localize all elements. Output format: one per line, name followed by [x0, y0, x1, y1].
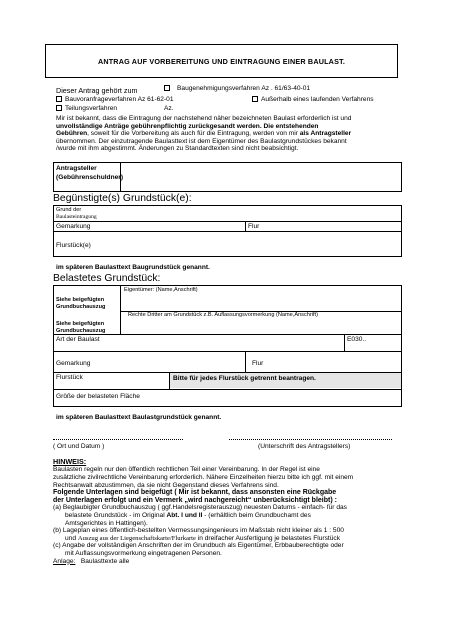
page-title: ANTRAG AUF VORBEREITUNG UND EINTRAGUNG EINER BAULAST.	[97, 57, 346, 66]
burdened-note: im späteren Baulasttext Baulastgrundstück genannt.	[56, 414, 222, 421]
hint-a2-bold: Abt. I und II	[166, 511, 203, 519]
burdened-gemarkung-label: Gemarkung	[56, 360, 91, 367]
intro-line-3-bold2: als Antragsteller	[299, 130, 352, 138]
flurstueck-label: Flurstück(e)	[56, 242, 91, 249]
intro-line-1: Mir ist bekannt, dass die Eintragung der nachstehend näher bezeichneten Baulast erforderlich ist und	[56, 115, 352, 122]
signature-line[interactable]	[229, 439, 392, 440]
baulast-code: E030..	[347, 336, 367, 343]
flur-label: Flur	[248, 223, 260, 230]
code-divider	[344, 334, 345, 351]
hint-b1: (b) Lageplan eines öffentlich-bestellten Vermessungsingenieurs im Maßstab nicht kleiner als 1 : 500	[53, 527, 344, 535]
attachment-line	[53, 558, 405, 566]
belongs-section	[56, 85, 406, 115]
option-building-permit-label: Baugenehmigungsverfahren Az . 61/63-40-01	[177, 85, 311, 92]
option-division-label: Teilungsverfahren	[65, 105, 118, 112]
intro-line-2-bold: unvollständige Anträge gebührenpflichtig zurückgesandt werden.	[56, 122, 262, 130]
hint-p1: Baulasten regeln nur den öffentlich rechtlichen Teil einer Vereinbarung. In der Regel ist eine	[53, 466, 320, 474]
place-date-label: ( Ort und Datum )	[53, 443, 105, 450]
intro-line-2	[56, 123, 401, 131]
burdened-flurstueck-label: Flurstück	[56, 374, 83, 381]
hint-p2: zusätzliche zivilrechtliche Vereinbarung erforderlich. Nähere Einzelheiten hierzu bitte ich ggf. mit einem	[53, 474, 354, 481]
option-preliminary[interactable]	[56, 96, 174, 104]
hint-bold-1: Folgende Unterlagen sind beigefügt ( Mir ist bekannt, dass ansonsten eine Rückgabe	[53, 489, 337, 497]
option-outside-procedure-label: Außerhalb eines laufenden Verfahrens	[261, 96, 374, 103]
signature-label: (Unterschrift des Antragstellers)	[258, 443, 351, 450]
checkbox-division[interactable]	[56, 105, 62, 111]
beneficiary-flur-divider	[245, 221, 246, 231]
intro-line-2-rest: Die entstehenden	[261, 122, 319, 130]
intro-line-3-bold: Gebühren	[56, 130, 88, 138]
beneficiary-line-2	[54, 231, 401, 232]
hint-b2	[53, 535, 405, 543]
area-label: Größe der belasteten Fläche	[56, 393, 140, 400]
attach-1b: Grundbuchauszug	[56, 304, 106, 310]
attachment-label: Anlage:	[53, 557, 76, 565]
beneficiary-line-1	[54, 221, 401, 222]
hint-a1: (a) Beglaubigter Grundbuchauszug ( ggf.Handelsregisterauszug) neuesten Datums - einfach- für das	[53, 504, 347, 512]
gemarkung-label: Gemarkung	[56, 223, 91, 230]
hint-a2-rest: - (erhältlich beim Grundbuchamt des	[202, 511, 311, 519]
place-date-line[interactable]	[53, 439, 183, 440]
burdened-flur-divider	[245, 351, 246, 372]
option-preliminary-label: Bauvoranfrageverfahren Az 61-62-01	[65, 96, 174, 103]
beneficiary-title: Begünstigte(s) Grundstück(e):	[53, 193, 192, 204]
attach-2b: Grundbuchauszug	[56, 328, 106, 334]
intro-line-5: /wurde mit ihm abgestimmt. Änderungen zu Standardtexten sind nicht beabsichtigt.	[56, 145, 299, 153]
hint-p3: Rechtsanwalt abzustimmen, da sie nicht Gegenstand dieses Verfahrens sind.	[53, 481, 279, 489]
intro-line-3	[56, 130, 401, 138]
burdened-title: Belastetes Grundstück:	[53, 273, 161, 284]
hint-title: HINWEIS:	[53, 457, 87, 466]
hint-section	[53, 458, 405, 565]
hint-bold-2: der Unterlagen erfolgt und ein Vermerk „wird nachgereicht“ unberücksichtigt bleibt) :	[53, 496, 337, 504]
burdened-flur-label: Flur	[252, 360, 264, 367]
owner-divider	[120, 286, 121, 334]
attachment-text: Baulasttexte alle	[75, 557, 130, 565]
applicant-label: Antragsteller	[56, 165, 97, 172]
belongs-label: Dieser Antrag gehört zum	[56, 86, 138, 95]
owner-label: Eigentümer: (Name,Anschrift)	[124, 287, 198, 293]
burdened-table	[53, 285, 402, 407]
checkbox-preliminary[interactable]	[56, 96, 62, 102]
beneficiary-table	[53, 205, 402, 257]
third-label: Rechte Dritter am Grundstück z.B. Auflassungsvormerkung (Name,Anschrift)	[128, 312, 318, 318]
hint-a2-text: belastete Grundstück - im Original	[65, 511, 167, 519]
hint-b2-rest: in dreifacher Ausfertigung je belastetes Flurstück	[195, 534, 340, 542]
hint-a2	[53, 512, 405, 520]
separate-note: Bitte für jedes Flurstück getrennt beantragen.	[173, 375, 316, 382]
hint-b2-a: und	[65, 534, 78, 542]
option-division[interactable]	[56, 105, 117, 113]
burdened-line-1	[54, 334, 401, 335]
reason-label-b: Baulasteintragung	[56, 214, 97, 220]
baulast-type-label: Art der Baulast	[56, 336, 100, 343]
option-outside-procedure[interactable]	[252, 96, 374, 104]
hint-b2-serif: Auszug aus der Liegenschaftskarte/Flurkarte	[77, 534, 196, 542]
applicant-sublabel: (Gebührenschuldner)	[56, 174, 124, 181]
header-box	[45, 44, 398, 78]
beneficiary-note: im späteren Baulasttext Baugrundstück genannt.	[56, 264, 210, 271]
applicant-box[interactable]	[53, 162, 402, 192]
option-building-permit[interactable]	[164, 85, 310, 93]
intro-line-3-rest: , soweit für die Vorbereitung als auch für die Eintragung, werden von mir	[87, 130, 300, 138]
attach-2a: Siehe beigefügten	[56, 321, 105, 327]
reason-label-a: Grund der	[56, 207, 82, 213]
burdened-line-2	[54, 351, 401, 352]
hint-a3: Amtsgerichtes in Hattingen).	[65, 519, 148, 527]
attach-1a: Siehe beigefügten	[56, 297, 105, 303]
intro-line-4: übernommen. Der einzutragende Baulasttext ist dem Eigentümer des Baulastgrundstückes bekannt	[56, 137, 347, 145]
intro-paragraph	[56, 115, 401, 153]
hint-c1: (c) Angabe der vollständigen Anschriften der im Grundbuch als Eigentümer, Erbbauberechtigte oder	[53, 542, 344, 550]
hint-c2: mit Auflassungsvormerkung eingetragenen Personen.	[65, 549, 222, 557]
burdened-line-4	[54, 389, 401, 390]
division-az-label: Az.	[164, 105, 174, 112]
checkbox-building-permit[interactable]	[164, 85, 170, 91]
checkbox-outside-procedure[interactable]	[252, 96, 258, 102]
